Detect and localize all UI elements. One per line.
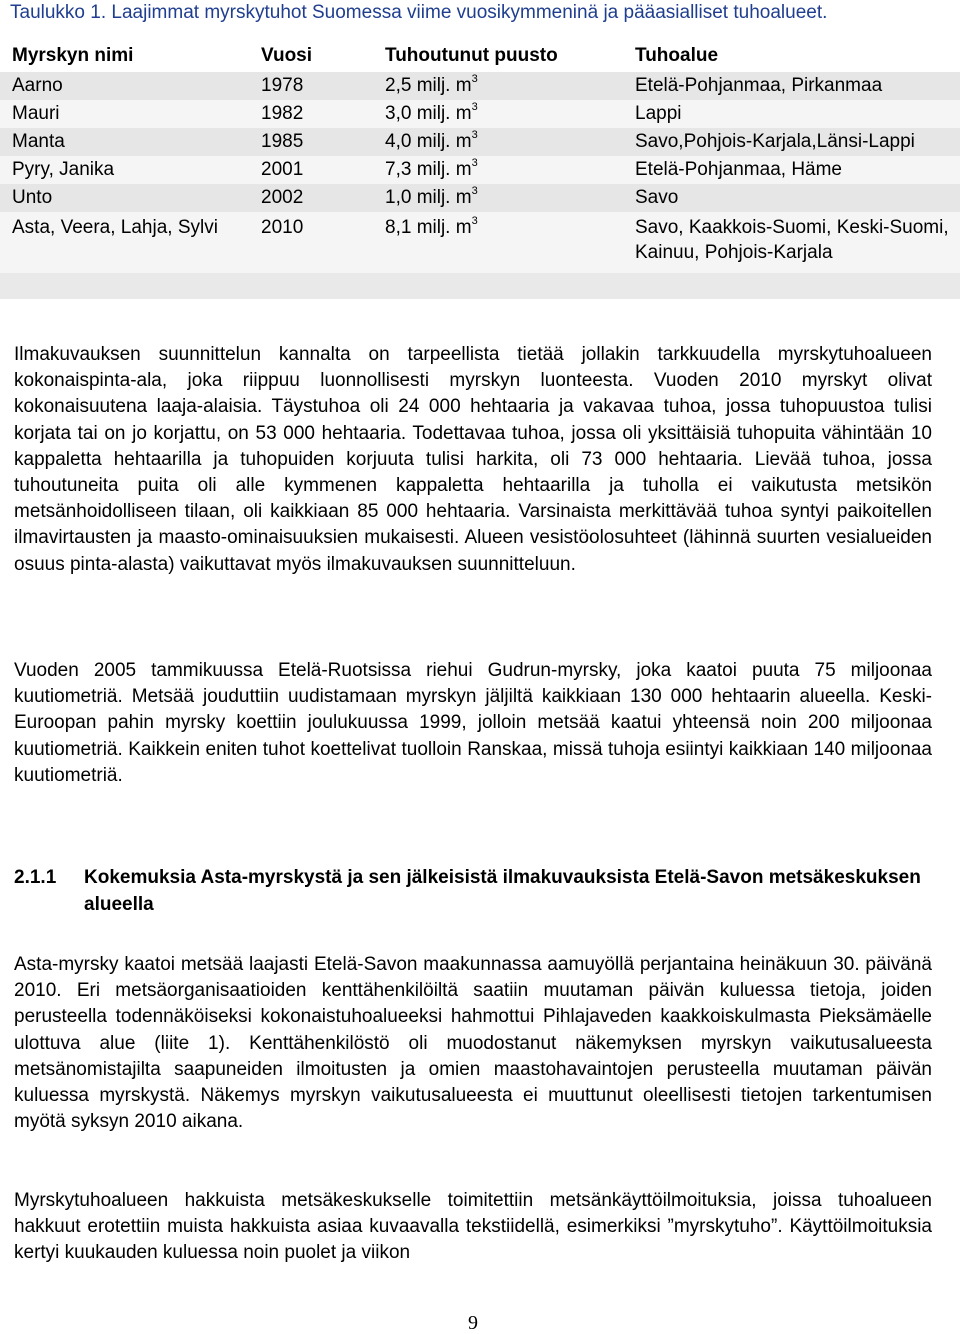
cell-area: Savo, Kaakkois-Suomi, Keski-Suomi, Kainuu, Pohjois-Karjala — [635, 212, 960, 273]
cell-area: Etelä-Pohjanmaa, Pirkanmaa — [635, 72, 960, 100]
table-caption: Taulukko 1. Laajimmat myrskytuhot Suomessa viime vuosikymmeninä ja pääasialliset tuhoalueet. — [10, 2, 828, 23]
page-number: 9 — [468, 1312, 478, 1334]
paragraph-gudrun-storm: Vuoden 2005 tammikuussa Etelä-Ruotsissa riehui Gudrun-myrsky, joka kaatoi puuta 75 miljoonaa kuutiometriä. Metsää jouduttiin uudistamaan myrskyn jäljiltä kaikkiaan 130 000 hehtaarin alueella. Keski-Euroopan pahin myrsky koettiin joulukuussa 1999, jolloin metsää kaatui yhteensä noin 200 miljoonaa kuutiometriä. Kaikkein eniten tuhot koettelivat tuolloin Ranskaa, missä tuhoja esiintyi kaikkiaan 140 miljoonaa kuutiometriä. — [14, 660, 932, 786]
header-year: Vuosi — [261, 45, 313, 66]
table-empty-row — [0, 273, 960, 299]
section-number: 2.1.1 — [14, 867, 57, 888]
volume-value: 7,3 milj. m — [385, 159, 472, 180]
cell-year: 2002 — [261, 184, 385, 212]
cell-area: Etelä-Pohjanmaa, Häme — [635, 156, 960, 184]
cell-volume — [385, 184, 635, 212]
cell-volume — [385, 156, 635, 184]
header-damaged-timber: Tuhoutunut puusto — [385, 45, 558, 66]
empty-cell — [261, 273, 385, 299]
volume-unit-exponent: 3 — [471, 214, 478, 227]
table-row — [0, 184, 960, 212]
empty-cell — [0, 273, 261, 299]
table-row — [0, 128, 960, 156]
volume-unit-exponent: 3 — [471, 72, 478, 85]
paragraph-asta-storm: Asta-myrsky kaatoi metsää laajasti Etelä-Savon maakunnassa aamuyöllä perjantaina heinäkuun 30. päivänä 2010. Eri metsäorganisaatioiden kenttähenkilöiltä saatiin muutaman päivän kuluessa tietoja, joiden perusteella todennäköiseksi kokonaistuhoalueeksi hahmottui Pihlajaveden kaakkoiskulmasta Pieksämäelle ulottuva alue (liite 1). Kenttähenkilöstö oli muodostanut näkemyksen myrskyn vaikutusalueesta metsänomistajilta saapuneiden ilmoitusten ja omien maastohavaintojen perusteella muutaman päivän kuluessa myrskystä. Näkemys myrskyn vaikutusalueesta ei muuttunut oleellisesti tietojen tarkentumisen myötä syksyn 2010 aikana. — [14, 954, 932, 1133]
volume-unit-exponent: 3 — [471, 100, 478, 113]
table-header-row — [0, 40, 960, 72]
cell-year: 1982 — [261, 100, 385, 128]
cell-storm-name: Mauri — [0, 100, 261, 128]
cell-volume — [385, 128, 635, 156]
cell-year: 1985 — [261, 128, 385, 156]
cell-volume — [385, 100, 635, 128]
cell-storm-name: Pyry, Janika — [0, 156, 261, 184]
volume-unit-exponent: 3 — [471, 128, 478, 141]
table-row — [0, 212, 960, 273]
volume-value: 3,0 milj. m — [385, 103, 472, 124]
volume-value: 8,1 milj. m — [385, 217, 472, 238]
cell-area: Savo,Pohjois-Karjala,Länsi-Lappi — [635, 128, 960, 156]
cell-storm-name: Aarno — [0, 72, 261, 100]
table-row — [0, 100, 960, 128]
cell-storm-name: Unto — [0, 184, 261, 212]
cell-storm-name: Manta — [0, 128, 261, 156]
table-row — [0, 156, 960, 184]
paragraph-harvest-notices: Myrskytuhoalueen hakkuista metsäkeskukselle toimitettiin metsänkäyttöilmoituksia, joissa tuhoalueen hakkuut erotettiin muista hakkuista asiaa kuvaavalla tekstiidellä, esimerkiksi ”myrskytuho”. Käyttöilmoituksia kertyi kuukauden kuluessa noin puolet ja viikon — [14, 1190, 932, 1264]
volume-value: 2,5 milj. m — [385, 75, 472, 96]
cell-volume — [385, 72, 635, 100]
empty-cell — [635, 273, 960, 299]
cell-area: Savo — [635, 184, 960, 212]
volume-value: 4,0 milj. m — [385, 131, 472, 152]
section-title: Kokemuksia Asta-myrskystä ja sen jälkeisistä ilmakuvauksista Etelä-Savon metsäkeskuksen alueella — [84, 867, 921, 915]
empty-cell — [385, 273, 635, 299]
cell-year: 2001 — [261, 156, 385, 184]
cell-area: Lappi — [635, 100, 960, 128]
table-row — [0, 72, 960, 100]
cell-year: 2010 — [261, 212, 385, 273]
storm-damage-table — [0, 40, 960, 299]
volume-value: 1,0 milj. m — [385, 187, 472, 208]
cell-year: 1978 — [261, 72, 385, 100]
cell-storm-name: Asta, Veera, Lahja, Sylvi — [0, 212, 261, 273]
header-storm-name: Myrskyn nimi — [12, 45, 134, 66]
paragraph-aerial-planning: Ilmakuvauksen suunnittelun kannalta on tarpeellista tietää jollakin tarkkuudella myrskytuhoalueen kokonaispinta-ala, joka riippuu luonnollisesti myrskyn luonteesta. Vuoden 2010 myrskyt olivat kokonaisuutena laaja-alaisia. Täystuhoa oli 24 000 hehtaaria ja vakavaa tuhoa, jossa tuhopuustoa tulisi korjata tai on jo korjattu, on 53 000 hehtaaria. Todettavaa tuhoa, jossa oli yksittäisiä tuhopuita vähintään 10 kappaletta hehtaarilla ja tuhopuiden korjuuta tulisi harkita, oli 73 000 hehtaaria. Lievää tuhoa, jossa tuhoutuneita puita oli alle kymmenen kappaletta hehtaarilla ja tuholla ei vaikutusta metsikön metsänhoidolliseen tilaan, oli kaikkiaan 85 000 hehtaaria. Varsinaista merkittävää tuhoa syntyi paikoitellen ilmavirtausten ja maasto-ominaisuuksien mukaisesti. Alueen vesistöolosuhteet (lähinnä suurten vesialueiden osuus pinta-alasta) vaikuttavat myös ilmakuvauksen suunnitteluun. — [14, 344, 932, 575]
header-damage-area: Tuhoalue — [635, 45, 719, 66]
volume-unit-exponent: 3 — [471, 184, 478, 197]
cell-volume — [385, 212, 635, 273]
volume-unit-exponent: 3 — [471, 156, 478, 169]
